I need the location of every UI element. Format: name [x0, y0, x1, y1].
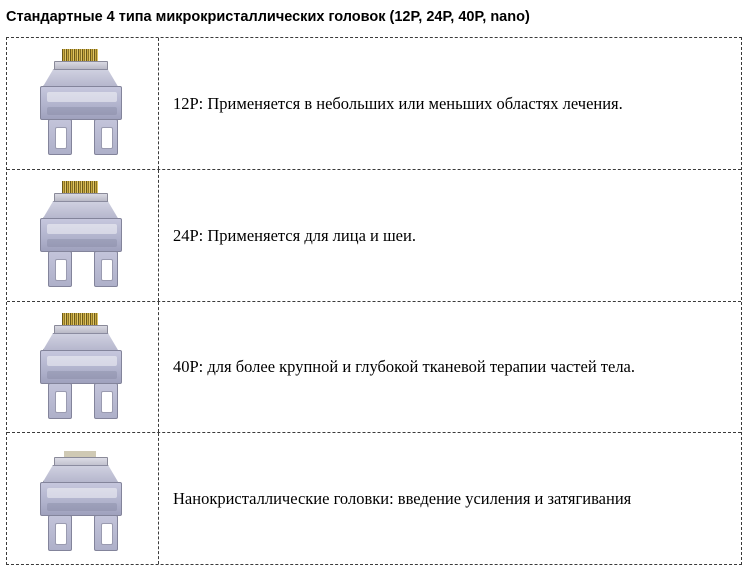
table-row: [7, 170, 741, 302]
cartridge-leg-left: [48, 515, 72, 551]
table-row: [7, 302, 741, 434]
cartridge-12p-description: 12P: Применяется в небольших или меньших областях лечения.: [173, 93, 623, 113]
cartridge-types-table: [6, 37, 742, 565]
cartridge-top-band: [54, 325, 108, 334]
table-row: [7, 38, 741, 170]
cartridge-body: [40, 218, 122, 252]
cartridge-leg-right: [94, 251, 118, 287]
microneedle-cartridge-icon: [35, 313, 131, 421]
cartridge-body: [40, 350, 122, 384]
cartridge-24p-image: [7, 170, 159, 301]
microneedle-cartridge-icon: [35, 49, 131, 157]
cartridge-40p-description-cell: [159, 302, 741, 433]
cartridge-top-band: [54, 457, 108, 466]
cartridge-top-band: [54, 61, 108, 70]
cartridge-40p-image: [7, 302, 159, 433]
cartridge-24p-description: 24P: Применяется для лица и шеи.: [173, 225, 416, 245]
microneedle-cartridge-icon: [35, 181, 131, 289]
cartridge-24p-description-cell: [159, 170, 741, 301]
cartridge-shoulder: [43, 201, 119, 219]
cartridge-12p-image: [7, 38, 159, 169]
page-title: Стандартные 4 типа микрокристаллических головок (12P, 24P, 40P, nano): [6, 9, 530, 25]
cartridge-leg-left: [48, 119, 72, 155]
cartridge-leg-left: [48, 251, 72, 287]
cartridge-leg-left: [48, 383, 72, 419]
cartridge-nano-description-cell: [159, 433, 741, 564]
cartridge-40p-description: 40P: для более крупной и глубокой тканевой терапии частей тела.: [173, 357, 635, 377]
nanocrystalline-cartridge-icon: [35, 445, 131, 553]
cartridge-leg-right: [94, 515, 118, 551]
cartridge-body: [40, 482, 122, 516]
cartridge-leg-right: [94, 119, 118, 155]
cartridge-12p-description-cell: [159, 38, 741, 169]
cartridge-body: [40, 86, 122, 120]
cartridge-shoulder: [43, 465, 119, 483]
cartridge-shoulder: [43, 333, 119, 351]
cartridge-leg-right: [94, 383, 118, 419]
cartridge-nano-description: Нанокристаллические головки: введение усиления и затягивания: [173, 489, 632, 509]
cartridge-shoulder: [43, 69, 119, 87]
cartridge-top-band: [54, 193, 108, 202]
table-row: [7, 433, 741, 564]
cartridge-nano-image: [7, 433, 159, 564]
